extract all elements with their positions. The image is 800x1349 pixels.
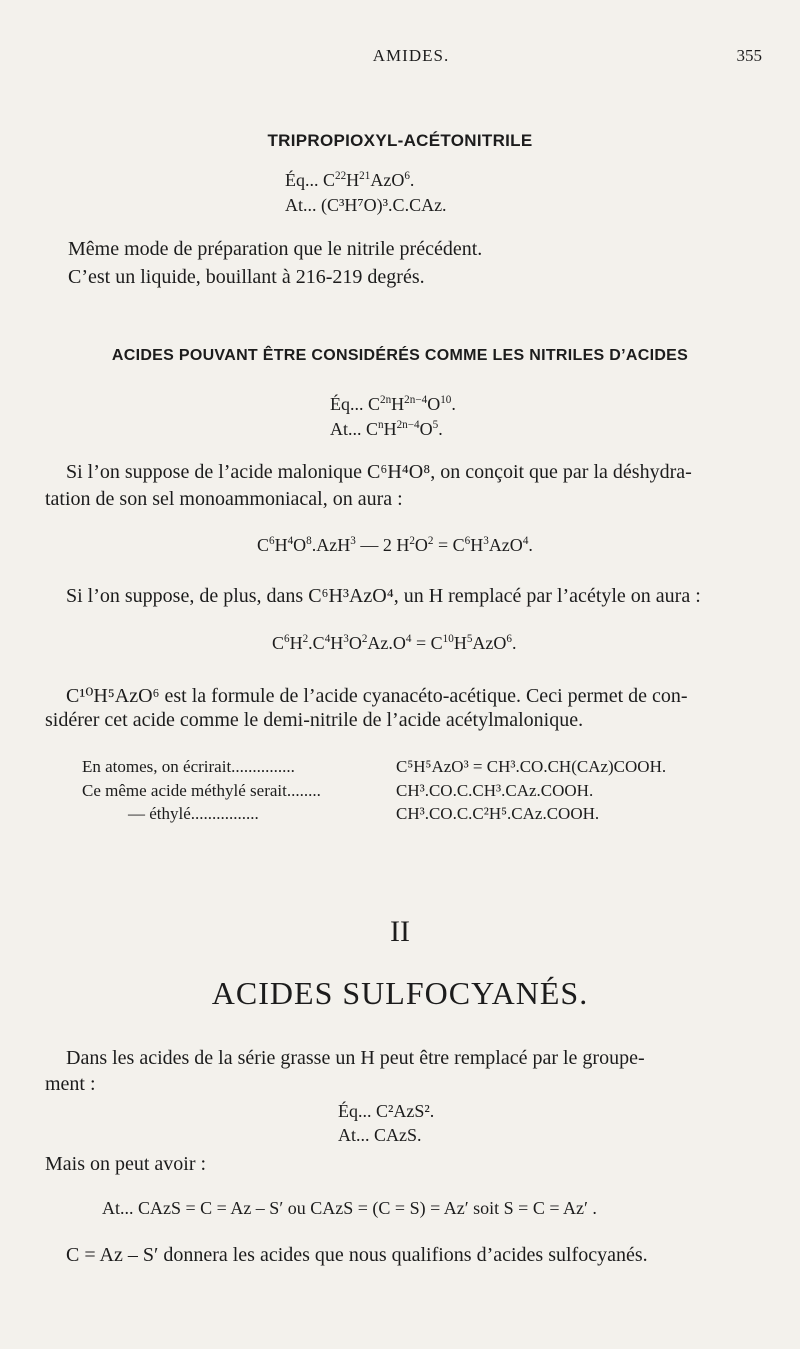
formula-eq: Éq... $C^{22}H^{21}AzO^6$. [285,170,415,190]
formula-eq [338,1101,434,1122]
eq-label: Éq... [285,170,319,190]
at-label: At... [285,195,317,215]
paragraph: Même mode de préparation que le nitrile précédent. [68,238,483,260]
running-title: AMIDES. [372,46,450,65]
section-title-tripropioxyl: TRIPROPIOXYL-ACÉTONITRILE [267,131,533,150]
paragraph: C¹⁰H⁵AzO⁶ est la formule de l’acide cyanacéto-acétique. Ceci permet de con- [66,685,688,707]
page-number: 355 [736,46,762,65]
formula-at [338,1125,422,1146]
paragraph: Si l’on suppose de l’acide malonique C⁶H⁴O⁸, on conçoit que par la déshydra- [66,461,692,483]
eq-formula: C²AzS². [376,1101,435,1121]
paragraph: ment : [45,1073,96,1095]
formula-eq: Éq... $C^{2n}H^{2n-4}O^{10}$. [330,394,456,414]
section-title-acides-nitriles: ACIDES POUVANT ÊTRE CONSIDÉRÉS COMME LES NITRILES D’ACIDES [111,347,689,364]
paragraph: Dans les acides de la série grasse un H peut être remplacé par le groupe- [66,1047,645,1069]
paragraph: Si l’on suppose, de plus, dans C⁶H³AzO⁴, un H remplacé par l’acétyle on aura : [66,585,701,607]
list-item-formula: CH³.CO.C.C²H⁵.CAz.COOH. [396,804,600,823]
equation: $C^6H^4O^8.AzH^3$ — 2 $H^2O^2 = C^6H^3AzO^4$. [257,535,533,555]
chapter-numeral: II [390,915,410,948]
eq-label: Éq... [338,1101,372,1121]
paragraph: sidérer cet acide comme le demi-nitrile de l’acide acétylmalonique. [45,709,584,731]
list-item-label: Ce même acide méthylé serait........ [82,781,321,800]
formula-at: At... $C^nH^{2n-4}O^5$. [330,419,443,439]
paragraph: tation de son sel monoammoniacal, on aura : [45,488,403,510]
chapter-title: ACIDES SULFOCYANÉS. [211,975,589,1011]
equation: $C^6H^2.C^4H^3O^2Az.O^4 = C^{10}H^5AzO^6$. [272,633,517,653]
paragraph-final: C = Az – S′ donnera les acides que nous qualifions d’acides sulfocyanés. [66,1244,648,1266]
equation-at: At... CAzS = C = Az – S′ ou CAzS = (C = S) = Az′ soit S = C = Az′ . [102,1198,597,1218]
running-head [60,46,762,72]
at-formula: (C³H⁷O)³.C.CAz. [321,195,447,215]
list-item-formula: CH³.CO.C.CH³.CAz.COOH. [396,781,594,800]
list-item-label: En atomes, on écrirait............... [82,757,295,776]
list-item-formula: C⁵H⁵AzO³ = CH³.CO.CH(CAz)COOH. [396,757,667,776]
formula-at [285,195,447,216]
list-item-label: — éthylé................ [128,804,259,823]
at-formula: CAzS. [374,1125,422,1145]
paragraph: Mais on peut avoir : [45,1153,207,1175]
eq-label: Éq... [330,394,364,414]
at-label: At... [338,1125,370,1145]
at-label: At... [330,419,362,439]
paragraph: C’est un liquide, bouillant à 216-219 degrés. [68,266,425,288]
